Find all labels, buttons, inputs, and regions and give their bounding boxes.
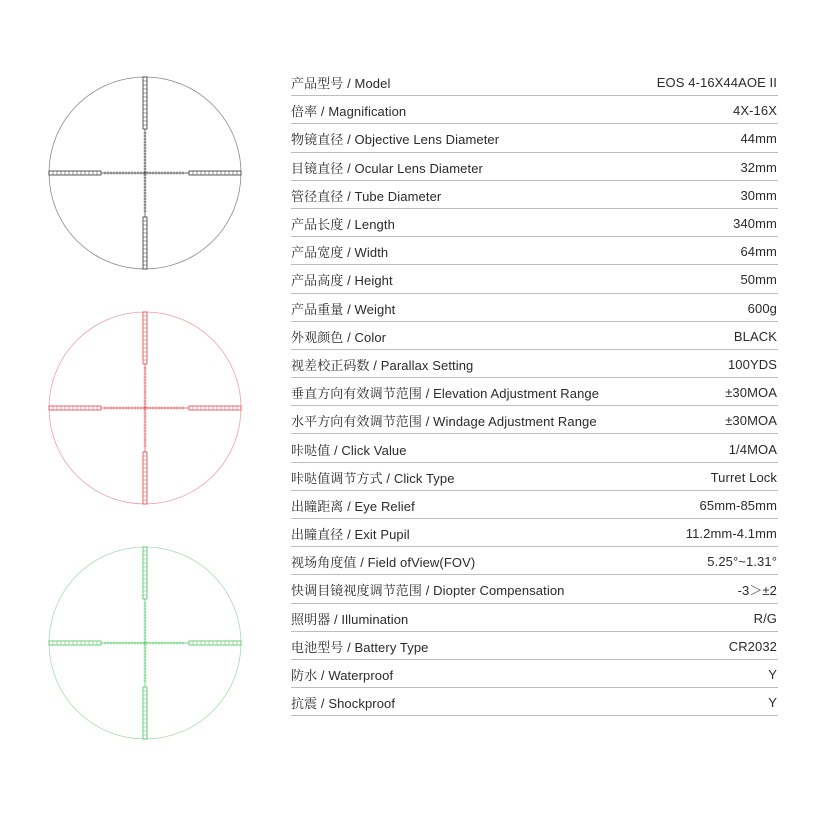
spec-label: 电池型号 / Battery Type (291, 639, 429, 655)
spec-label: 咔哒值调节方式 / Click Type (291, 470, 455, 486)
post-left (49, 406, 101, 410)
spec-row (291, 209, 778, 237)
spec-row (291, 96, 778, 124)
spec-label: 视场角度值 / Field ofView(FOV) (291, 555, 476, 571)
spec-row (291, 632, 778, 660)
spec-label: 倍率 / Magnification (291, 104, 407, 120)
spec-value: R/G (753, 610, 777, 626)
spec-row (291, 265, 778, 293)
spec-value: 32mm (740, 159, 777, 175)
spec-row (291, 519, 778, 547)
spec-row (291, 294, 778, 322)
spec-label: 出瞳距离 / Eye Relief (291, 498, 415, 514)
spec-value: Y (768, 667, 777, 683)
spec-row (291, 237, 778, 265)
reticle-diagram-black (47, 75, 243, 271)
spec-label: 产品重量 / Weight (291, 301, 396, 317)
spec-row (291, 688, 778, 716)
spec-row (291, 406, 778, 434)
spec-row (291, 434, 778, 462)
spec-label: 产品型号 / Model (291, 76, 391, 92)
spec-value: 100YDS (727, 356, 777, 372)
spec-label: 管径直径 / Tube Diameter (291, 188, 442, 204)
reticle-red-svg (47, 310, 243, 506)
spec-value: Turret Lock (710, 469, 777, 485)
spec-label: 防水 / Waterproof (291, 668, 394, 684)
spec-label: 产品高度 / Height (291, 273, 393, 289)
spec-row (291, 350, 778, 378)
reticle-diagram-red (47, 310, 243, 506)
hash-marks (105, 133, 183, 211)
spec-value: 600g (747, 300, 777, 316)
spec-label: 目镜直径 / Ocular Lens Diameter (291, 160, 483, 176)
post-right (189, 171, 241, 175)
spec-label: 产品长度 / Length (291, 217, 395, 233)
spec-label: 照明器 / Illumination (291, 611, 409, 627)
spec-value: ±30MOA (725, 385, 777, 401)
post-right (189, 641, 241, 645)
spec-value: ±30MOA (725, 413, 777, 429)
spec-value: EOS 4-16X44AOE II (656, 75, 777, 91)
post-bottom (143, 217, 147, 269)
spec-label: 垂直方向有效调节范围 / Elevation Adjustment Range (291, 386, 600, 402)
spec-row (291, 181, 778, 209)
post-bottom (143, 687, 147, 739)
spec-row (291, 153, 778, 181)
post-left (49, 641, 101, 645)
spec-value: 11.2mm-4.1mm (685, 526, 777, 542)
spec-row (291, 124, 778, 152)
spec-value: 4X-16X (733, 103, 777, 119)
post-top (143, 547, 147, 599)
spec-value: 50mm (740, 272, 777, 288)
spec-row (291, 491, 778, 519)
post-right (189, 406, 241, 410)
spec-value: 1/4MOA (728, 441, 777, 457)
spec-value: 65mm-85mm (699, 497, 777, 513)
spec-value: -3＞±2 (737, 583, 777, 599)
spec-label: 出瞳直径 / Exit Pupil (291, 527, 410, 543)
spec-row (291, 547, 778, 575)
specification-table (291, 68, 778, 716)
post-left (49, 171, 101, 175)
spec-row (291, 378, 778, 406)
spec-row (291, 604, 778, 632)
post-top (143, 77, 147, 129)
spec-value: 30mm (740, 187, 777, 203)
spec-label: 水平方向有效调节范围 / Windage Adjustment Range (291, 414, 597, 430)
hash-marks (105, 603, 183, 681)
reticle-green-svg (47, 545, 243, 741)
spec-value: 340mm (733, 216, 777, 232)
spec-value: Y (768, 695, 777, 711)
spec-label: 产品宽度 / Width (291, 245, 389, 261)
spec-value: 44mm (740, 131, 777, 147)
spec-label: 视差校正码数 / Parallax Setting (291, 357, 474, 373)
reticle-diagram-green (47, 545, 243, 741)
spec-label: 物镜直径 / Objective Lens Diameter (291, 132, 500, 148)
spec-value: CR2032 (728, 638, 777, 654)
reticle-black-svg (47, 75, 243, 271)
spec-label: 快调目镜视度调节范围 / Diopter Compensation (291, 583, 565, 599)
spec-value: BLACK (733, 328, 777, 344)
spec-row (291, 463, 778, 491)
spec-label: 咔哒值 / Click Value (291, 442, 407, 458)
post-bottom (143, 452, 147, 504)
post-top (143, 312, 147, 364)
hash-marks (105, 368, 183, 446)
spec-row (291, 660, 778, 688)
spec-row (291, 322, 778, 350)
spec-value: 64mm (740, 244, 777, 260)
spec-label: 抗震 / Shockproof (291, 696, 396, 712)
spec-value: 5.25°~1.31° (707, 554, 777, 570)
spec-row (291, 68, 778, 96)
spec-label: 外观颜色 / Color (291, 329, 387, 345)
spec-row (291, 575, 778, 603)
